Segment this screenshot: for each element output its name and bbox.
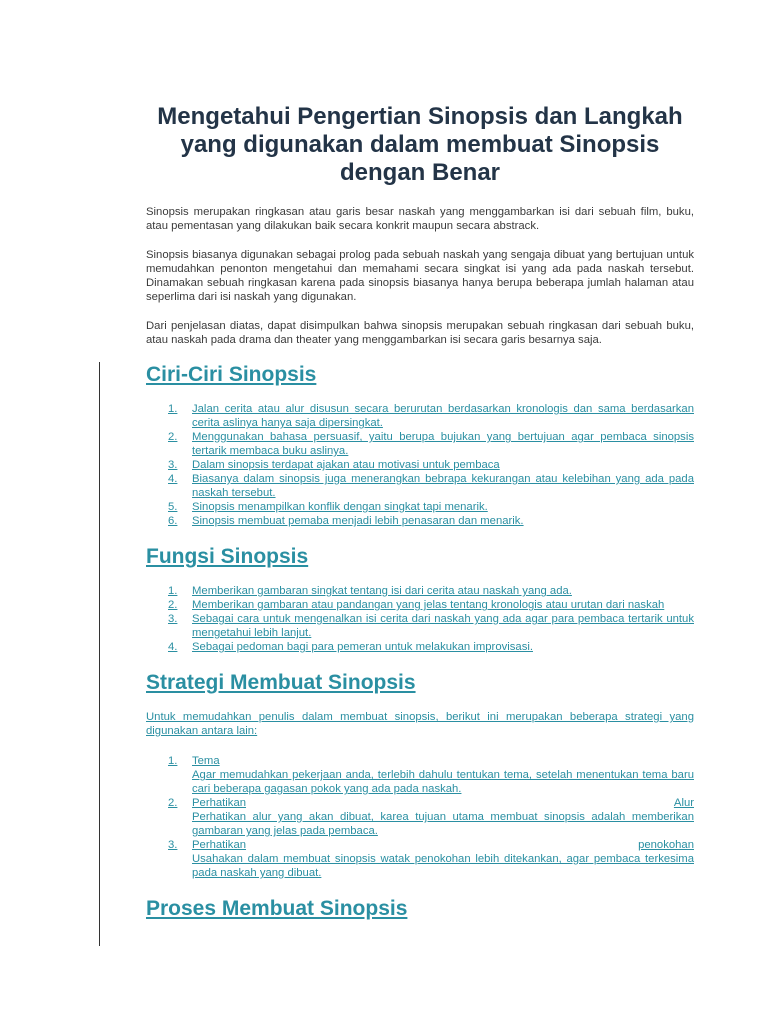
- paragraph-1: Sinopsis merupakan ringkasan atau garis besar naskah yang menggambarkan isi dari sebuah film, buku, atau pementasan yang dilakukan baik secara konkrit maupun secara abstrack.: [146, 206, 694, 232]
- list-item[interactable]: 6. Sinopsis membuat pemaba menjadi lebih penasaran dan menarik.: [168, 515, 524, 527]
- heading-strategi-membuat-sinopsis[interactable]: Strategi Membuat Sinopsis: [146, 671, 416, 694]
- paragraph-2: Sinopsis biasanya digunakan sebagai prolog pada sebuah naskah yang sengaja dibuat yang bertujuan untuk memudahkan penonton mengetahui dan memahami secara singkat isi yang ada pada naskah tersebut. Dinamakan sebuah ringkasan karena pada sinopsis biasanya hanya berupa beberapa jumlah halaman atau seperlima dari isi naskah yang digunakan.: [146, 249, 694, 303]
- list-item[interactable]: 3. Dalam sinopsis terdapat ajakan atau motivasi untuk pembaca: [168, 459, 500, 471]
- document-page: [146, 103, 694, 952]
- heading-proses-membuat-sinopsis[interactable]: Proses Membuat Sinopsis: [146, 897, 408, 920]
- document-title: Mengetahui Pengertian Sinopsis dan Langkah yang digunakan dalam membuat Sinopsis dengan Benar: [157, 103, 683, 186]
- section-strategi: [146, 670, 694, 880]
- list-item[interactable]: 3. Perhatikan penokohan Usahakan dalam membuat sinopsis watak penokohan lebih ditekankan, agar pembaca terkesima pada naskah yang dibuat.: [168, 839, 694, 879]
- heading-fungsi-sinopsis[interactable]: Fungsi Sinopsis: [146, 545, 309, 568]
- list-item[interactable]: 2. Menggunakan bahasa persuasif, yaitu berupa bujukan yang bertujuan agar pembaca sinopsis tertarik membaca buku aslinya.: [168, 431, 694, 457]
- list-item[interactable]: 2. Memberikan gambaran atau pandangan yang jelas tentang kronologis atau urutan dari naskah: [168, 599, 665, 611]
- ciri-list: [146, 402, 694, 528]
- section-proses: [146, 896, 694, 936]
- list-item[interactable]: 1. Memberikan gambaran singkat tentang isi dari cerita atau naskah yang ada.: [168, 585, 572, 597]
- margin-rule: [99, 362, 100, 946]
- list-item[interactable]: 1. Tema Agar memudahkan pekerjaan anda, terlebih dahulu tentukan tema, setelah menentukan tema baru cari beberapa gagasan pokok yang ada pada naskah.: [168, 755, 694, 795]
- paragraph-3: Dari penjelasan diatas, dapat disimpulkan bahwa sinopsis merupakan sebuah ringkasan dari sebuah buku, atau naskah pada drama dan theater yang menggambarkan isi secara garis besarnya saja.: [146, 320, 694, 346]
- strategi-list: [146, 754, 694, 880]
- heading-ciri-ciri-sinopsis[interactable]: Ciri-Ciri Sinopsis: [146, 363, 317, 386]
- section-fungsi: [146, 544, 694, 654]
- list-item[interactable]: 1. Jalan cerita atau alur disusun secara berurutan berdasarkan kronologis dan sama berdasarkan cerita aslinya hanya saja dipersingkat.: [168, 403, 694, 429]
- list-item[interactable]: 5. Sinopsis menampilkan konflik dengan singkat tapi menarik.: [168, 501, 488, 513]
- fungsi-list: [146, 584, 694, 654]
- strategi-intro[interactable]: Untuk memudahkan penulis dalam membuat sinopsis, berikut ini merupakan beberapa strategi yang digunakan antara lain:: [146, 711, 694, 737]
- list-item[interactable]: 4. Sebagai pedoman bagi para pemeran untuk melakukan improvisasi.: [168, 641, 533, 653]
- section-ciri: [146, 362, 694, 528]
- list-item[interactable]: 4. Biasanya dalam sinopsis juga menerangkan bebrapa kekurangan atau kelebihan yang ada pada naskah tersebut.: [168, 473, 694, 499]
- list-item[interactable]: 2. Perhatikan Alur Perhatikan alur yang akan dibuat, karea tujuan utama membuat sinopsis adalah memberikan gambaran yang jelas pada pembaca.: [168, 797, 694, 837]
- list-item[interactable]: 3. Sebagai cara untuk mengenalkan isi cerita dari naskah yang ada agar para pembaca tertarik untuk mengetahui lebih lanjut.: [168, 613, 694, 639]
